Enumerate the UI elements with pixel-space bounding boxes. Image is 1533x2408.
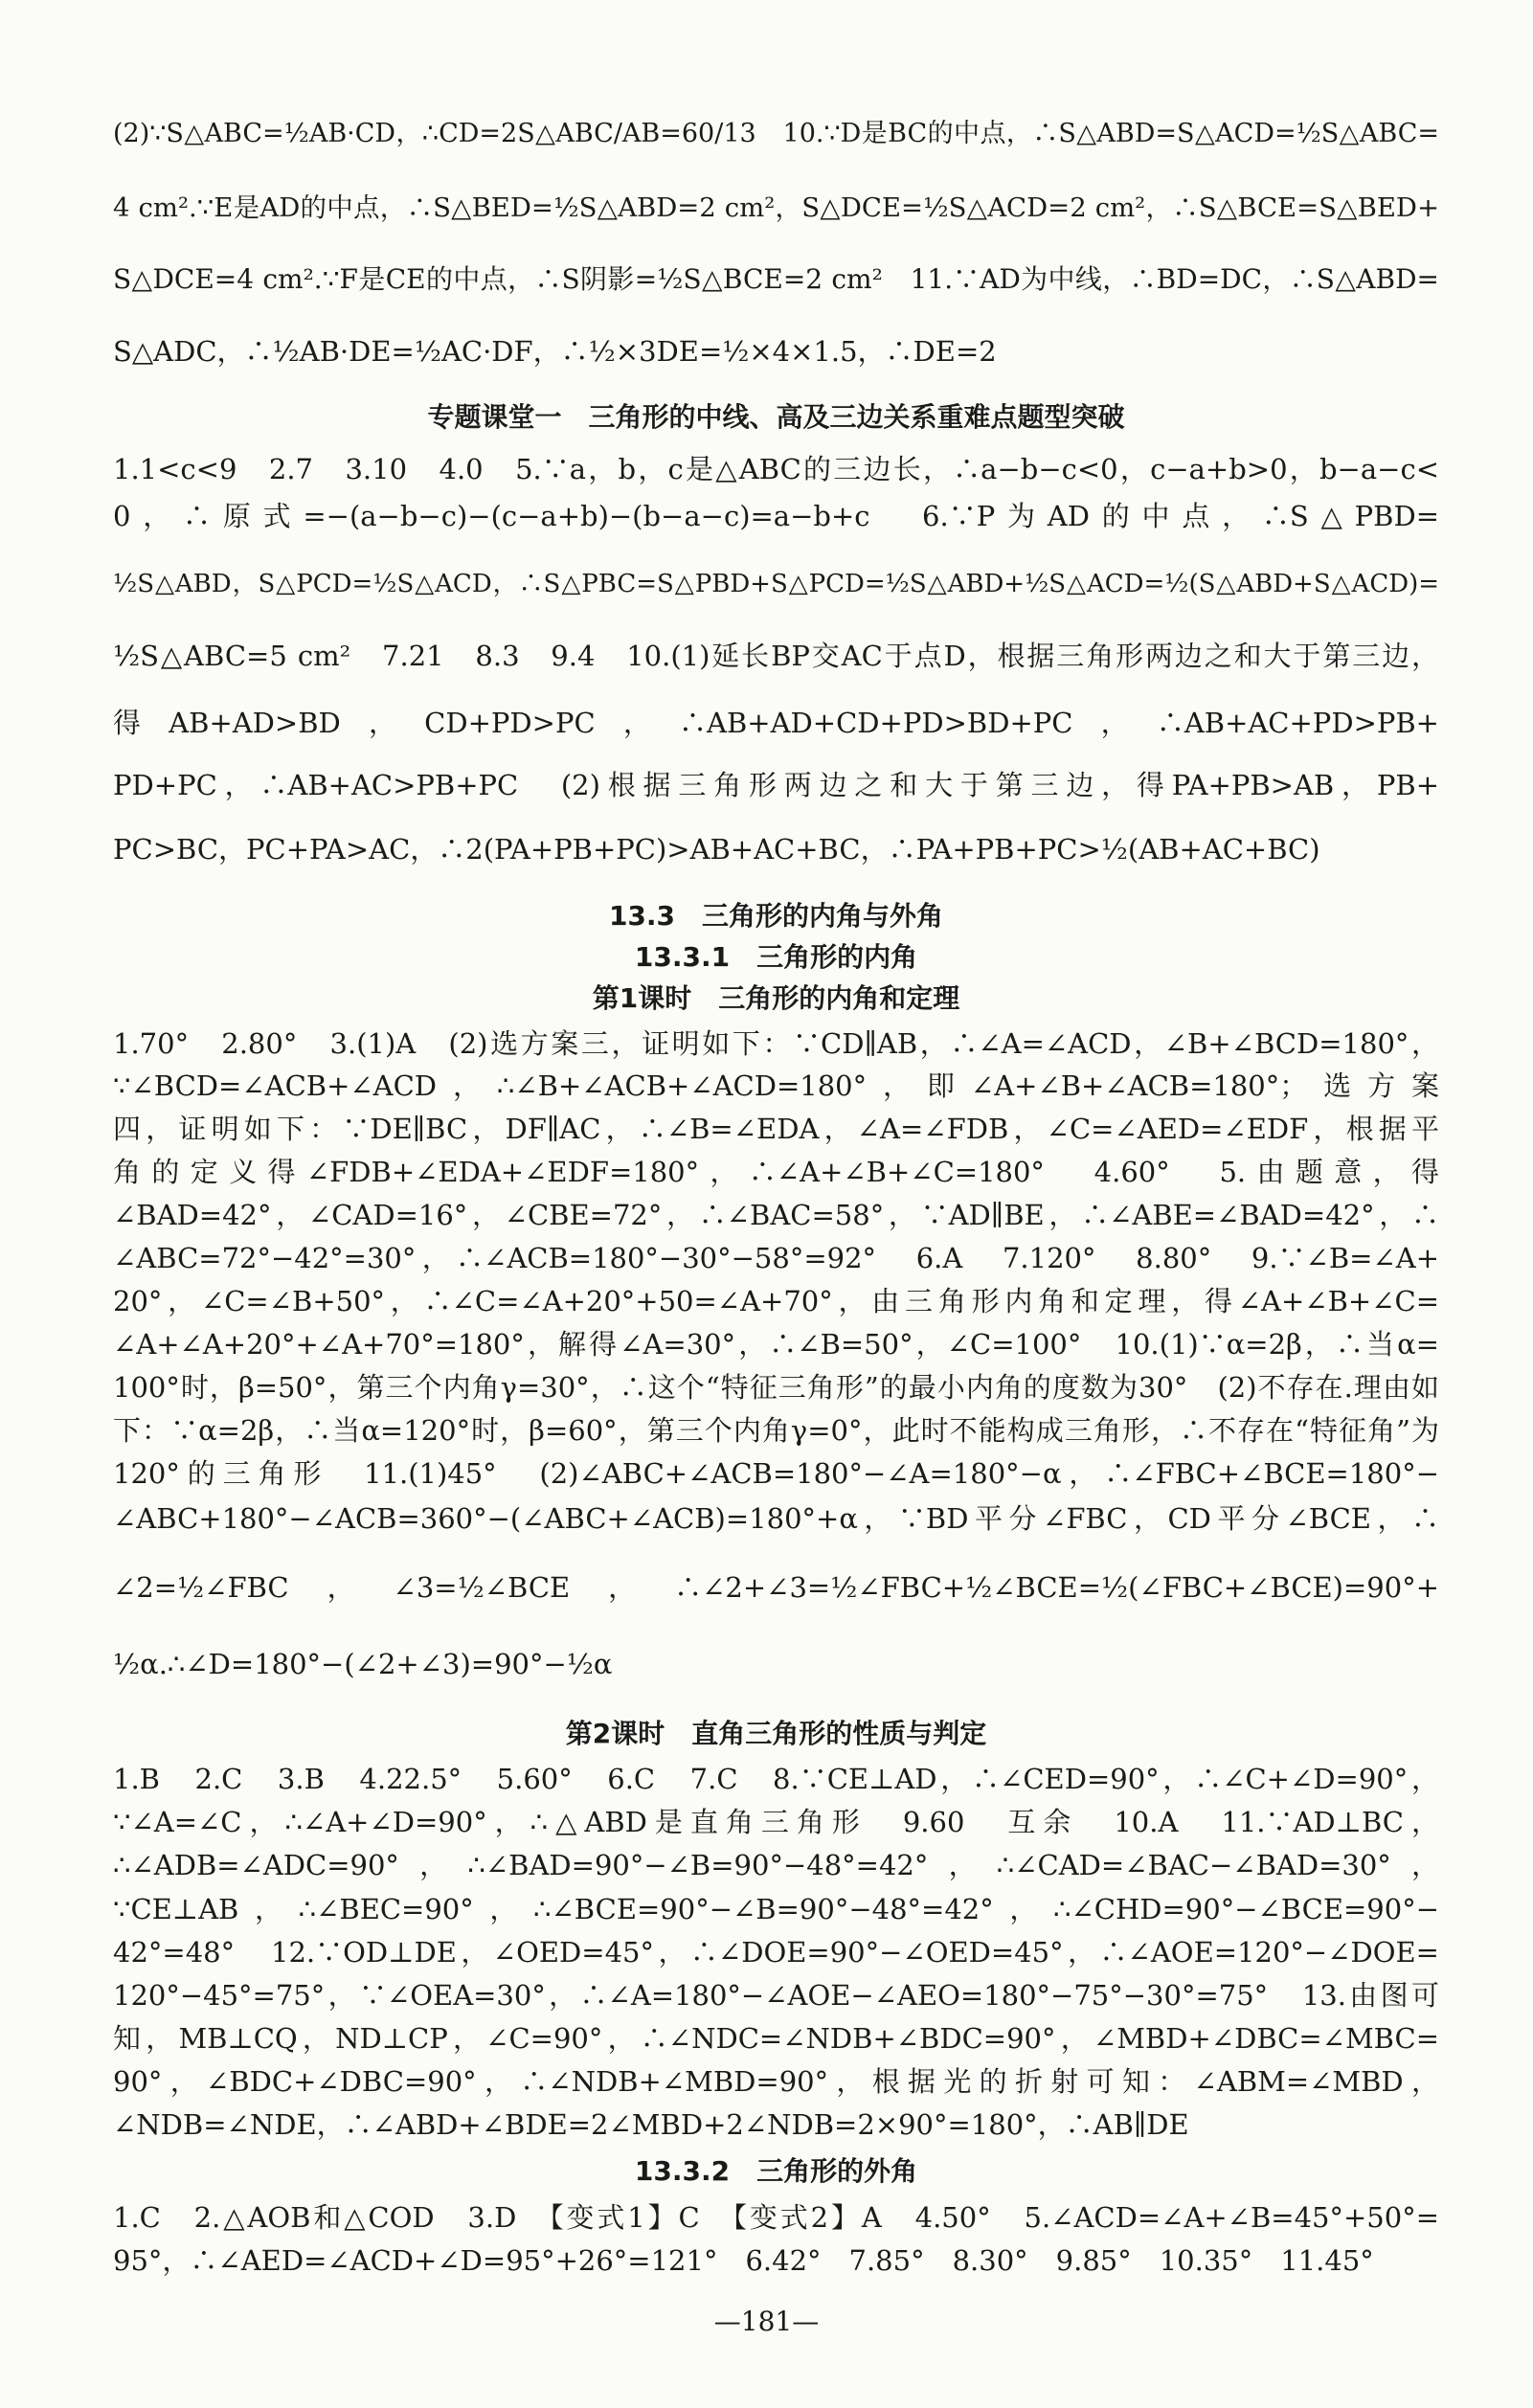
text-line: 四，证明如下：∵DE∥BC，DF∥AC，∴∠B=∠EDA，∠A=∠FDB，∠C=∠AED=∠EDF，根据平 <box>113 1113 1439 1145</box>
text-line: 知，MB⊥CQ，ND⊥CP，∠C=90°，∴∠NDC=∠NDB+∠BDC=90°，∠MBD+∠DBC=∠MBC= <box>113 2022 1439 2055</box>
text-line: ∠BAD=42°，∠CAD=16°，∠CBE=72°，∴∠BAC=58°，∵AD∥BE，∴∠ABE=∠BAD=42°，∴ <box>113 1199 1439 1231</box>
text-line: PD+PC，∴AB+AC>PB+PC (2)根据三角形两边之和大于第三边，得PA+PB>AB，PB+ <box>113 769 1439 801</box>
text-line: 1.B 2.C 3.B 4.22.5° 5.60° 6.C 7.C 8.∵CE⊥AD，∴∠CED=90°，∴∠C+∠D=90°， <box>113 1763 1439 1795</box>
text-line: 得AB+AD>BD，CD+PD>PC，∴AB+AD+CD+PD>BD+PC，∴AB+AC+PD>PB+ <box>113 707 1439 739</box>
subsection-heading: 13.3.1 三角形的内角 <box>634 941 918 973</box>
text-line: 1.1<c<9 2.7 3.10 4.0 5.∵a，b，c是△ABC的三边长，∴a−b−c<0，c−a+b>0，b−a−c< <box>113 453 1439 485</box>
section-heading: 13.3 三角形的内角与外角 <box>608 900 944 932</box>
text-line: ∠A+∠A+20°+∠A+70°=180°，解得∠A=30°，∴∠B=50°，∠C=100° 10.(1)∵α=2β，∴当α= <box>113 1328 1439 1361</box>
text-line: ∠2=½∠FBC，∠3=½∠BCE，∴∠2+∠3=½∠FBC+½∠BCE=½(∠FBC+∠BCE)=90°+ <box>113 1571 1439 1604</box>
text-line: ½S△ABD，S△PCD=½S△ACD，∴S△PBC=S△PBD+S△PCD=½S△ABD+½S△ACD=½(S△ABD+S△ACD)= <box>113 570 1439 598</box>
text-line: S△ADC，∴½AB·DE=½AC·DF，∴½×3DE=½×4×1.5，∴DE=2 <box>113 335 997 368</box>
text-line: (2)∵S△ABC=½AB·CD，∴CD=2S△ABC/AB=60/13 10.∵D是BC的中点，∴S△ABD=S△ACD=½S△ABC= <box>113 119 1439 148</box>
text-line: 95°，∴∠AED=∠ACD+∠D=95°+26°=121° 6.42° 7.85° 8.30° 9.85° 10.35° 11.45° <box>113 2244 1374 2277</box>
text-line: ∵CE⊥AB，∴∠BEC=90°，∴∠BCE=90°−∠B=90°−48°=42°，∴∠CHD=90°−∠BCE=90°− <box>113 1893 1439 1925</box>
text-line: ∠ABC=72°−42°=30°，∴∠ACB=180°−30°−58°=92° 6.A 7.120° 8.80° 9.∵∠B=∠A+ <box>113 1242 1439 1274</box>
text-line: 角的定义得∠FDB+∠EDA+∠EDF=180°，∴∠A+∠B+∠C=180° 4.60° 5.由题意，得 <box>113 1156 1439 1188</box>
text-line: ½α.∴∠D=180°−(∠2+∠3)=90°−½α <box>113 1648 613 1680</box>
text-line: 120°的三角形 11.(1)45° (2)∠ABC+∠ACB=180°−∠A=180°−α，∴∠FBC+∠BCE=180°− <box>113 1457 1439 1490</box>
text-line: 20°，∠C=∠B+50°，∴∠C=∠A+20°+50=∠A+70°，由三角形内角和定理，得∠A+∠B+∠C= <box>113 1285 1439 1317</box>
lesson-heading: 第2课时 直角三角形的性质与判定 <box>565 1718 987 1749</box>
lesson-heading: 第1课时 三角形的内角和定理 <box>592 982 960 1014</box>
page-number: —181— <box>713 2306 820 2337</box>
text-line: 90°，∠BDC+∠DBC=90°，∴∠NDB+∠MBD=90°，根据光的折射可知：∠ABM=∠MBD， <box>113 2065 1439 2098</box>
text-line: ∠NDB=∠NDE，∴∠ABD+∠BDE=2∠MBD+2∠NDB=2×90°=180°，∴AB∥DE <box>113 2108 1189 2141</box>
text-line: 1.C 2.△AOB和△COD 3.D 【变式1】C 【变式2】A 4.50° 5.∠ACD=∠A+∠B=45°+50°= <box>113 2201 1439 2234</box>
text-line: PC>BC，PC+PA>AC，∴2(PA+PB+PC)>AB+AC+BC，∴PA+PB+PC>½(AB+AC+BC) <box>113 833 1320 866</box>
text-line: ∠ABC+180°−∠ACB=360°−(∠ABC+∠ACB)=180°+α，∵BD平分∠FBC，CD平分∠BCE，∴ <box>113 1502 1439 1535</box>
text-line: 4 cm².∵E是AD的中点，∴S△BED=½S△ABD=2 cm²，S△DCE=½S△ACD=2 cm²，∴S△BCE=S△BED+ <box>113 192 1439 223</box>
text-line: 0，∴原式=−(a−b−c)−(c−a+b)−(b−a−c)=a−b+c 6.∵P为AD的中点，∴S△PBD= <box>113 500 1439 532</box>
text-line: ½S△ABC=5 cm² 7.21 8.3 9.4 10.(1)延长BP交AC于点D，根据三角形两边之和大于第三边， <box>113 640 1439 672</box>
text-line: ∵∠BCD=∠ACB+∠ACD，∴∠B+∠ACB+∠ACD=180°，即∠A+∠B+∠ACB=180°；选方案 <box>113 1069 1439 1102</box>
subsection-heading: 13.3.2 三角形的外角 <box>634 2155 918 2187</box>
text-line: ∵∠A=∠C，∴∠A+∠D=90°，∴△ABD是直角三角形 9.60 互余 10.A 11.∵AD⊥BC， <box>113 1806 1439 1838</box>
text-line: 42°=48° 12.∵OD⊥DE，∠OED=45°，∴∠DOE=90°−∠OED=45°，∴∠AOE=120°−∠DOE= <box>113 1936 1439 1969</box>
text-line: 120°−45°=75°，∵∠OEA=30°，∴∠A=180°−∠AOE−∠AEO=180°−75°−30°=75° 13.由图可 <box>113 1979 1439 2012</box>
text-line: ∴∠ADB=∠ADC=90°，∴∠BAD=90°−∠B=90°−48°=42°，∴∠CAD=∠BAC−∠BAD=30°， <box>113 1849 1439 1881</box>
section-heading: 专题课堂一 三角形的中线、高及三边关系重难点题型突破 <box>427 401 1125 433</box>
text-line: S△DCE=4 cm².∵F是CE的中点，∴S阴影=½S△BCE=2 cm² 11.∵AD为中线，∴BD=DC，∴S△ABD= <box>113 263 1439 295</box>
text-line: 1.70° 2.80° 3.(1)A (2)选方案三，证明如下：∵CD∥AB，∴∠A=∠ACD，∠B+∠BCD=180°， <box>113 1027 1439 1060</box>
text-line: 下：∵α=2β，∴当α=120°时，β=60°，第三个内角γ=0°，此时不能构成三角形，∴不存在“特征角”为 <box>113 1414 1439 1447</box>
text-line: 100°时，β=50°，第三个内角γ=30°，∴这个“特征三角形”的最小内角的度数为30° (2)不存在.理由如 <box>113 1371 1439 1404</box>
